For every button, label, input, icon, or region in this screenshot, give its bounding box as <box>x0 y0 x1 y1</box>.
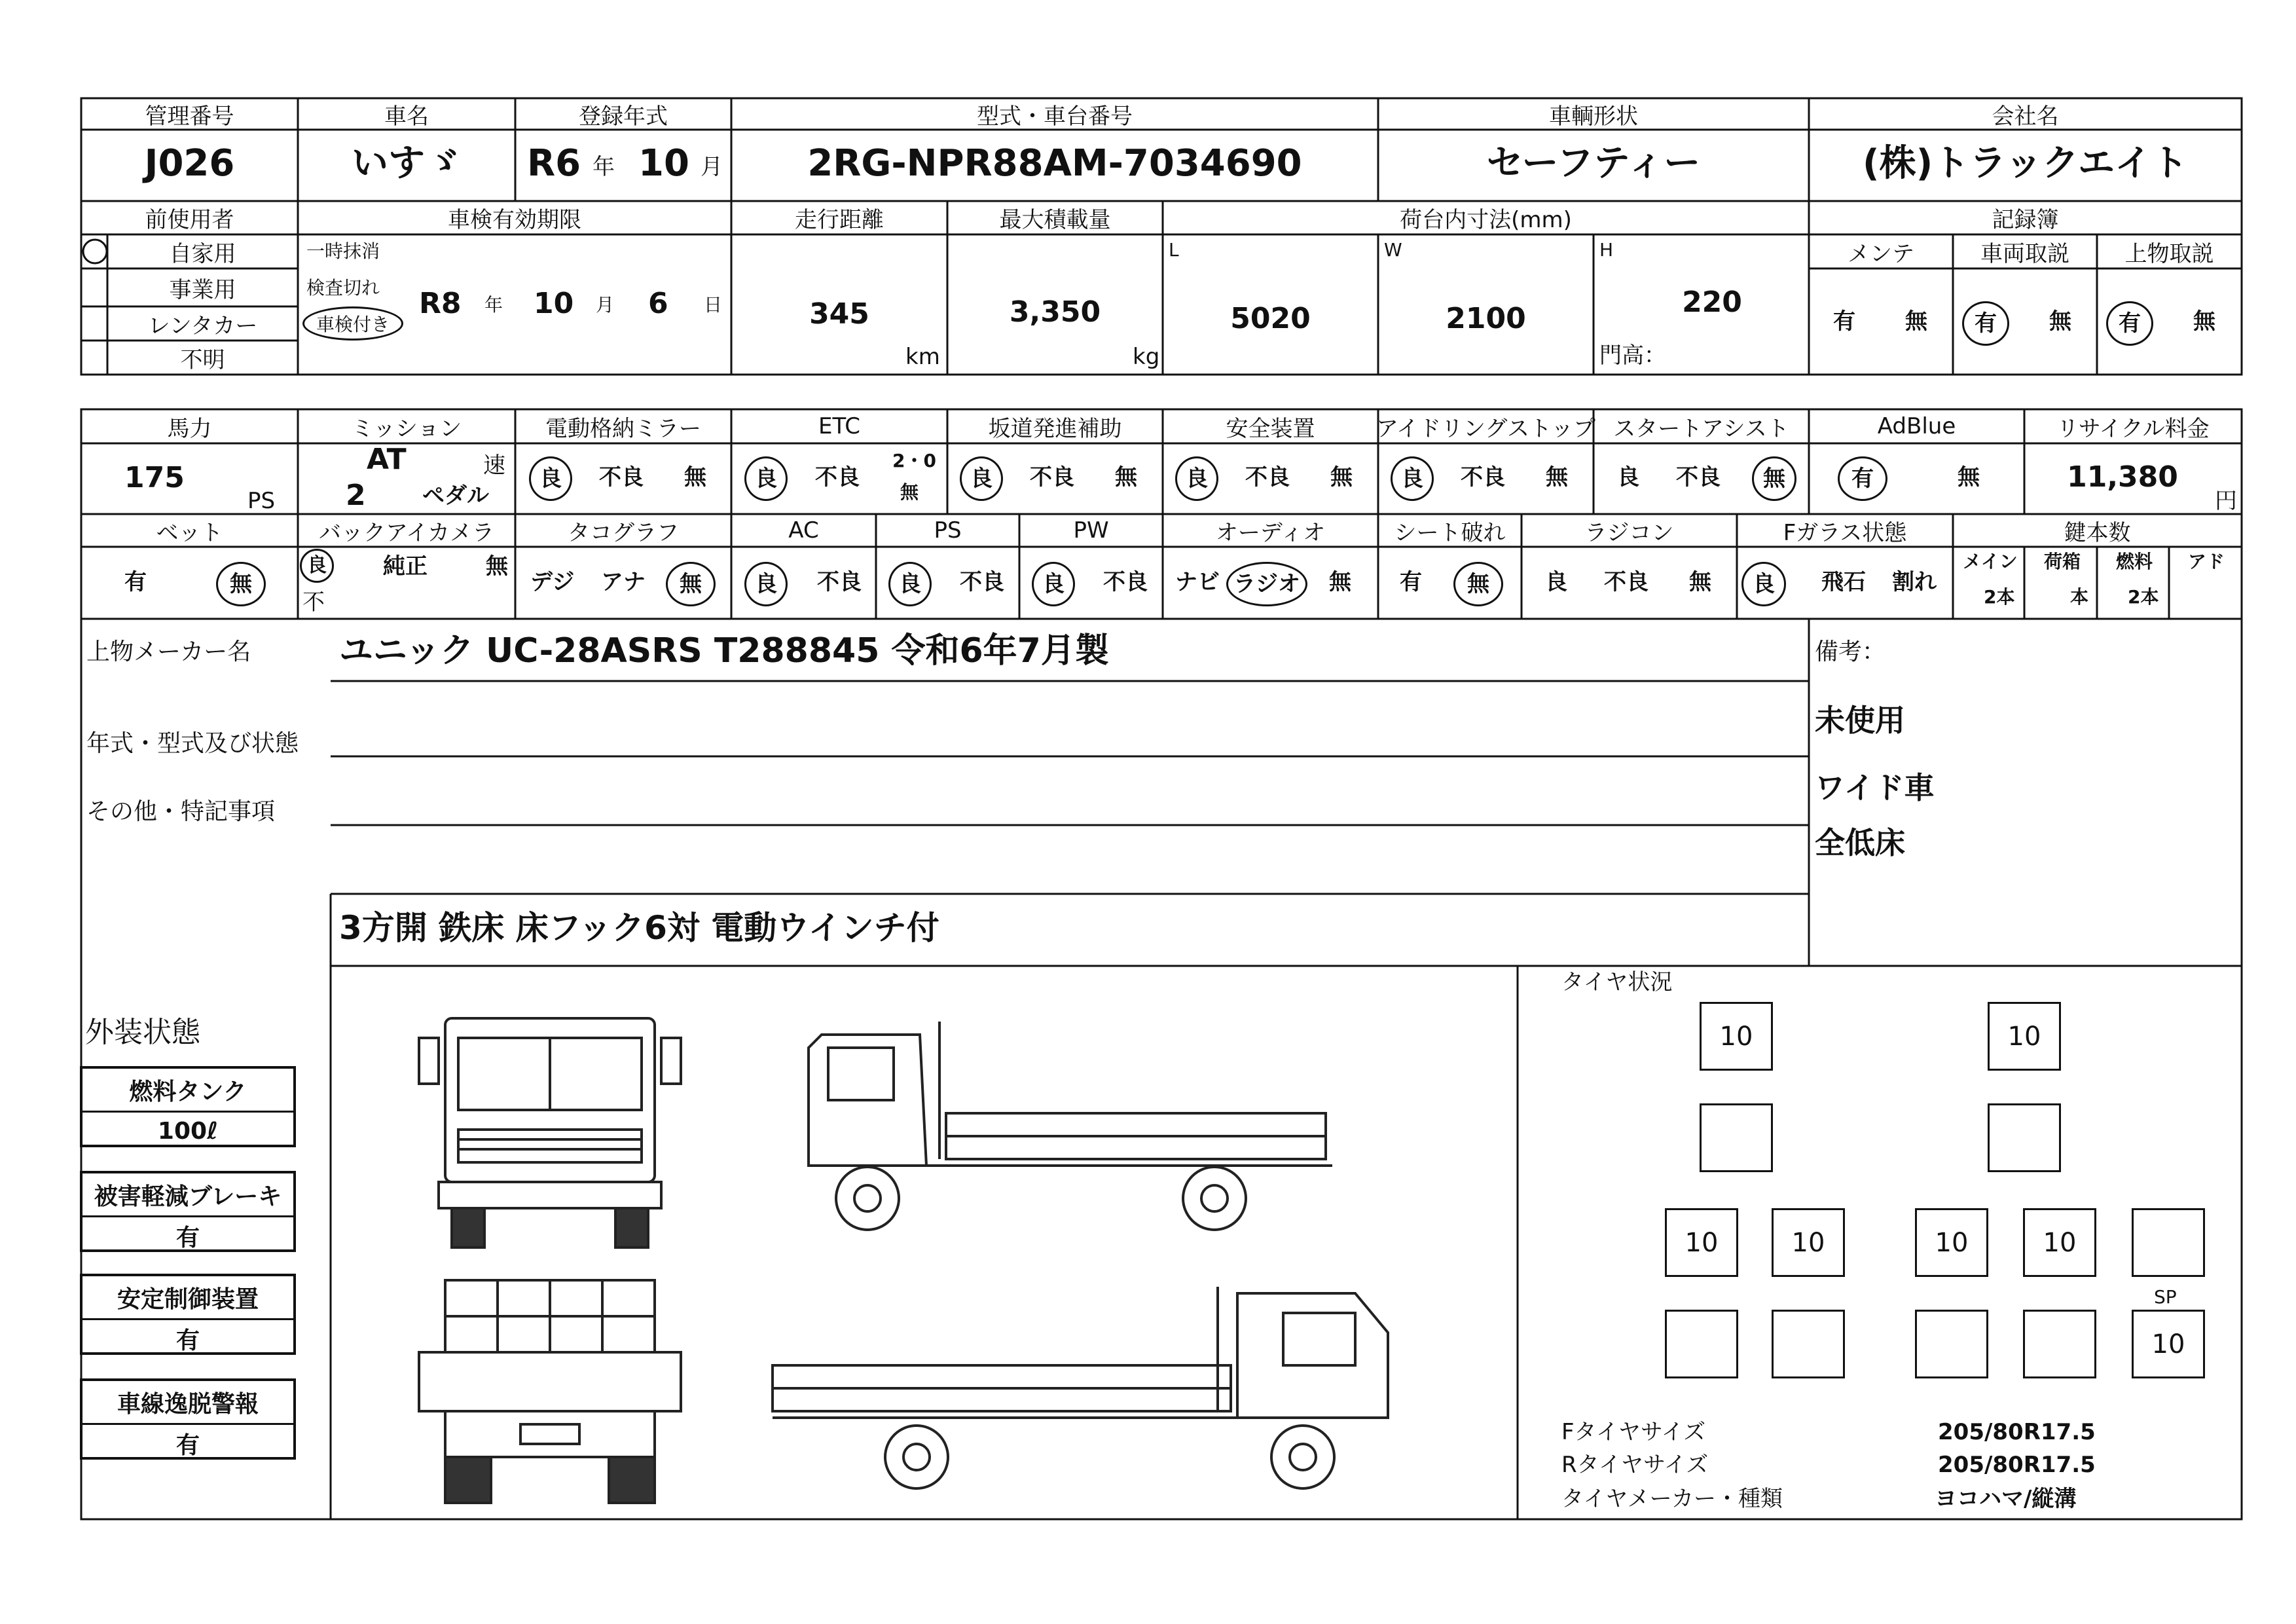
safety-bad: 不良 <box>1245 464 1290 490</box>
hill-assist-none: 無 <box>1115 464 1137 490</box>
exterior-fuel-tank <box>80 1066 296 1147</box>
f-tire-size-label: Fタイヤサイズ <box>1561 1419 1706 1445</box>
header-power-mirror: 電動格納ミラー <box>545 415 701 442</box>
r-tire-size-value: 205/80R17.5 <box>1938 1452 2096 1478</box>
mirror-bad: 不良 <box>599 464 644 490</box>
insp-month: 10 <box>534 287 574 320</box>
collision-brake-label: 被害軽減ブレーキ <box>82 1173 293 1217</box>
key-cargo-label: 荷箱 <box>2043 551 2081 572</box>
reg-year-unit: 年 <box>592 154 615 180</box>
hp-value: 175 <box>124 461 185 494</box>
max-load-value: 3,350 <box>1009 295 1101 329</box>
tire-front-left: 10 <box>1700 1002 1773 1071</box>
key-main-count: 2本 <box>1984 586 2015 608</box>
start-assist-bad: 不良 <box>1676 464 1721 490</box>
key-main-label: メイン <box>1963 551 2018 572</box>
insp-month-unit: 月 <box>596 294 615 316</box>
dim-w-label: W <box>1384 239 1402 261</box>
f-tire-size-value: 205/80R17.5 <box>1938 1419 2096 1445</box>
pw-good-circled: 良 <box>1032 562 1075 606</box>
insp-day: 6 <box>648 287 668 320</box>
key-fuel-count: 2本 <box>2128 586 2159 608</box>
tire-rear-left-outer-2 <box>1665 1310 1738 1378</box>
header-adblue: AdBlue <box>1877 413 1956 439</box>
header-body-shape: 車輌形状 <box>1549 103 1638 130</box>
model-chassis-value: 2RG-NPR88AM-7034690 <box>807 142 1302 185</box>
adblue-yes-circled: 有 <box>1838 456 1887 501</box>
header-recycle: リサイクル料金 <box>2056 415 2210 442</box>
body-maker-label: 上物メーカー名 <box>86 638 251 665</box>
header-remote: ラジコン <box>1584 519 1674 546</box>
ac-good-circled: 良 <box>744 562 788 606</box>
prev-user-private: 自家用 <box>169 240 236 267</box>
header-idle-stop: アイドリングストップ <box>1376 415 1595 442</box>
reg-month-unit: 月 <box>701 154 723 180</box>
idle-stop-good-circled: 良 <box>1391 456 1434 501</box>
hill-assist-good-circled: 良 <box>960 456 1003 501</box>
header-tachograph: タコグラフ <box>568 519 679 546</box>
dim-l-label: L <box>1169 239 1179 261</box>
key-fuel-label: 燃料 <box>2115 551 2153 572</box>
vehicle-manual-no: 無 <box>2049 308 2071 335</box>
header-cargo-dims: 荷台内寸法(mm) <box>1400 207 1572 233</box>
camera-sub-label: 不 <box>302 589 325 616</box>
tire-front-left-inner <box>1700 1103 1773 1172</box>
transmission-type: AT <box>367 443 407 476</box>
lane-departure-value: 有 <box>175 1431 200 1459</box>
tire-extra-slot <box>2132 1208 2205 1277</box>
maker-value: いすゞ <box>352 142 462 185</box>
body-manual-no: 無 <box>2193 308 2215 335</box>
header-model-chassis: 型式・車台番号 <box>977 103 1133 130</box>
kanri-no-value: J026 <box>144 142 235 185</box>
exterior-lane-departure <box>80 1378 296 1460</box>
etc-none: 無 <box>900 481 919 503</box>
prev-user-business: 事業用 <box>169 276 236 303</box>
transmission-num: 2 <box>346 479 366 512</box>
audio-radio-circled: ラジオ <box>1226 562 1307 606</box>
camera-genuine: 純正 <box>383 553 428 580</box>
stability-control-value: 有 <box>175 1327 200 1354</box>
remote-bad: 不良 <box>1604 569 1649 595</box>
safety-good-circled: 良 <box>1175 456 1218 501</box>
header-hill-assist: 坂道発進補助 <box>988 415 1122 442</box>
body-other-label: その他・特記事項 <box>86 798 276 825</box>
spare-label: SP <box>2154 1286 2177 1308</box>
key-adblue-label: アド <box>2187 551 2225 572</box>
exterior-stability-control <box>80 1274 296 1355</box>
fglass-chip: 飛石 <box>1821 569 1866 595</box>
header-ps: PS <box>934 517 962 544</box>
body-manual-yes-circled: 有 <box>2106 301 2153 346</box>
tire-maker-label: タイヤメーカー・種類 <box>1561 1486 1783 1512</box>
header-max-load: 最大積載量 <box>999 207 1111 233</box>
tacho-ana: アナ <box>601 569 646 595</box>
company-value: (株)トラックエイト <box>1863 142 2188 185</box>
truck-front-view-diagram <box>406 999 694 1254</box>
ps-bad: 不良 <box>960 569 1004 595</box>
tire-front-right: 10 <box>1988 1002 2061 1071</box>
header-back-camera: バックアイカメラ <box>319 519 494 546</box>
camera-good-circled: 良 <box>300 549 334 583</box>
mileage-value: 345 <box>809 297 869 331</box>
etc-good-circled: 良 <box>744 456 788 501</box>
fuel-tank-value: 100ℓ <box>157 1117 219 1145</box>
seat-none-circled: 無 <box>1453 562 1503 606</box>
seat-yes: 有 <box>1400 569 1422 595</box>
record-mainte-header: メンテ <box>1848 240 1914 267</box>
pw-bad: 不良 <box>1103 569 1148 595</box>
header-inspection: 車検有効期限 <box>448 207 581 233</box>
mirror-none: 無 <box>684 464 706 490</box>
idle-stop-bad: 不良 <box>1461 464 1505 490</box>
header-hp: 馬力 <box>167 415 212 442</box>
reg-month-value: 10 <box>638 142 689 185</box>
remark-line-3: 全低床 <box>1815 825 1905 860</box>
etc-version: 2・0 <box>892 450 936 471</box>
bed-none-circled: 無 <box>216 562 266 606</box>
insp-expired: 検査切れ <box>306 277 380 299</box>
header-bed: ベット <box>156 519 223 546</box>
key-cargo-count: 本 <box>2070 586 2089 608</box>
tire-rear-left-inner: 10 <box>1772 1208 1845 1277</box>
exterior-title: 外装状態 <box>85 1016 200 1049</box>
header-keys: 鍵本数 <box>2064 519 2131 546</box>
hp-unit: PS <box>247 488 276 514</box>
reg-era-value: R6 <box>527 142 581 185</box>
vehicle-manual-yes-circled: 有 <box>1962 301 2009 346</box>
collision-brake-value: 有 <box>175 1224 200 1251</box>
header-ac: AC <box>788 517 819 544</box>
tire-rear-right-inner: 10 <box>1915 1208 1988 1277</box>
fglass-good-circled: 良 <box>1741 562 1786 606</box>
camera-none: 無 <box>486 553 508 580</box>
header-mileage: 走行距離 <box>795 207 884 233</box>
hill-assist-bad: 不良 <box>1030 464 1074 490</box>
dim-l-value: 5020 <box>1230 302 1311 335</box>
insp-temp-dereg: 一時抹消 <box>306 240 380 262</box>
dim-w-value: 2100 <box>1446 302 1526 335</box>
record-body-manual-header: 上物取説 <box>2124 240 2214 267</box>
tire-spare: 10 <box>2132 1310 2205 1378</box>
safety-none: 無 <box>1330 464 1353 490</box>
header-kanri: 管理番号 <box>145 103 234 130</box>
mainte-yes: 有 <box>1833 308 1855 335</box>
header-pw: PW <box>1073 517 1109 544</box>
remark-line-1: 未使用 <box>1815 703 1905 738</box>
bed-yes: 有 <box>124 569 147 595</box>
max-load-unit: kg <box>1133 344 1160 370</box>
r-tire-size-label: Rタイヤサイズ <box>1561 1452 1709 1478</box>
header-transmission: ミッション <box>351 415 462 442</box>
header-record-book: 記録簿 <box>1992 207 2059 233</box>
dim-h-value: 220 <box>1682 286 1742 319</box>
exterior-collision-brake <box>80 1171 296 1252</box>
recycle-unit: 円 <box>2215 488 2237 514</box>
transmission-speed-label: 速 <box>483 452 505 479</box>
ps-good-circled: 良 <box>888 562 932 606</box>
remote-none: 無 <box>1689 569 1711 595</box>
stability-control-label: 安定制御装置 <box>82 1276 293 1320</box>
truck-rear-view-diagram <box>406 1267 694 1516</box>
truck-right-side-diagram <box>766 1274 1408 1496</box>
recycle-value: 11,380 <box>2067 460 2178 494</box>
prev-user-unknown: 不明 <box>180 346 225 373</box>
header-fglass: Fガラス状態 <box>1783 519 1907 546</box>
header-seat-tear: シート破れ <box>1394 519 1506 546</box>
fglass-crack: 割れ <box>1892 569 1937 595</box>
insp-year-unit: 年 <box>484 294 503 316</box>
tire-rear-right-outer: 10 <box>2023 1208 2096 1277</box>
tire-rear-right-outer-2 <box>2023 1310 2096 1378</box>
pedal-label: ペダル <box>422 483 489 509</box>
mileage-unit: km <box>905 344 940 370</box>
header-company: 会社名 <box>1992 103 2059 130</box>
remote-good: 良 <box>1545 569 1567 595</box>
header-maker: 車名 <box>384 103 429 130</box>
tire-front-right-inner <box>1988 1103 2061 1172</box>
header-prev-user: 前使用者 <box>145 207 234 233</box>
insp-era: R8 <box>419 287 462 320</box>
start-assist-good: 良 <box>1617 464 1639 490</box>
etc-bad: 不良 <box>815 464 860 490</box>
fuel-tank-label: 燃料タンク <box>82 1069 293 1113</box>
lane-departure-label: 車線逸脱警報 <box>82 1381 293 1425</box>
ac-bad: 不良 <box>817 569 862 595</box>
body-maker-value: ユニック UC-28ASRS T288845 令和6年7月製 <box>339 631 1109 671</box>
prev-user-rental: レンタカー <box>147 312 258 339</box>
start-assist-none-circled: 無 <box>1752 456 1796 501</box>
tire-rear-left-inner-2 <box>1772 1310 1845 1378</box>
tire-rear-right-inner-2 <box>1915 1310 1988 1378</box>
header-reg-year: 登録年式 <box>579 103 668 130</box>
dim-h-label: H <box>1599 239 1614 261</box>
header-audio: オーディオ <box>1215 519 1326 546</box>
header-start-assist: スタートアシスト <box>1613 415 1789 442</box>
tire-maker-value: ヨコハマ/縦溝 <box>1935 1486 2077 1512</box>
adblue-no: 無 <box>1958 464 1980 490</box>
header-safety: 安全装置 <box>1226 415 1315 442</box>
header-etc: ETC <box>818 413 860 439</box>
record-vehicle-manual-header: 車両取説 <box>1980 240 2069 267</box>
body-shape-value: セーフティー <box>1486 142 1701 185</box>
truck-left-side-diagram <box>795 1008 1345 1244</box>
body-year-label: 年式・型式及び状態 <box>86 730 299 757</box>
audio-none: 無 <box>1329 569 1351 595</box>
tacho-digi: デジ <box>530 569 575 595</box>
idle-stop-none: 無 <box>1546 464 1568 490</box>
tire-status-title: タイヤ状況 <box>1561 969 1673 995</box>
mirror-good-circled: 良 <box>529 456 572 501</box>
mainte-no: 無 <box>1905 308 1927 335</box>
remarks-label: 備考： <box>1815 638 1886 665</box>
body-extra-line: 3方開 鉄床 床フック6対 電動ウインチ付 <box>339 909 939 947</box>
gate-height-label: 門高： <box>1599 342 1666 369</box>
insp-valid-circled: 車検付き <box>302 306 403 341</box>
audio-navi: ナビ <box>1175 569 1220 595</box>
insp-day-unit: 日 <box>704 294 723 316</box>
tacho-none-circled: 無 <box>666 562 716 606</box>
tire-rear-left-outer: 10 <box>1665 1208 1738 1277</box>
remark-line-2: ワイド車 <box>1815 770 1935 805</box>
